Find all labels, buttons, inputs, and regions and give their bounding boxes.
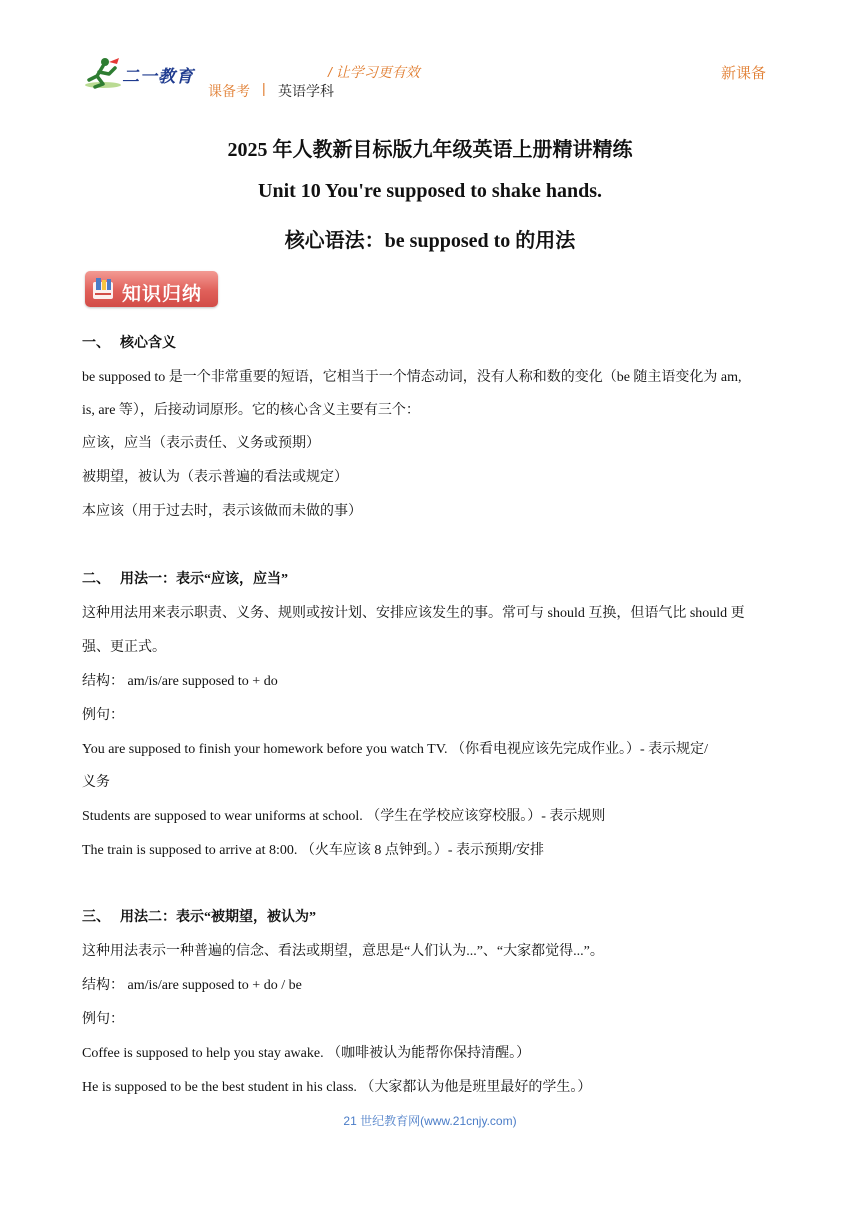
section-3-heading [82, 908, 782, 928]
section-3-number: 三、 [82, 910, 110, 925]
section-3-title: 用法二：表示“被期望，被认为” [120, 910, 316, 925]
section-2-paragraph-line-2: 强、更正式。 [82, 640, 166, 655]
section-2-paragraph-line-1: 这种用法用来表示职责、义务、规则或按计划、安排应该发生的事。常可与 should 互换，但语气比 should 更 [82, 606, 745, 621]
section-1-paragraph-line-1: be supposed to 是一个非常重要的短语，它相当于一个情态动词，没有人称和数的变化（be 随主语变化为 am, [82, 370, 742, 385]
section-3-structure: 结构： am/is/are supposed to + do / be [82, 978, 302, 993]
unit-title: Unit 10 You're supposed to shake hands. [258, 180, 602, 202]
badge-label: 知识归纳 [122, 284, 203, 305]
section-3-example-1: Coffee is supposed to help you stay awake. （咖啡被认为能帮你保持清醒。） [82, 1046, 531, 1061]
header-subject: 英语学科 [278, 83, 334, 99]
section-1-heading [82, 334, 782, 354]
meaning-1: 应该，应当（表示责任、义务或预期） [82, 436, 320, 451]
section-3-example-2: He is supposed to be the best student in his class. （大家都认为他是班里最好的学生。） [82, 1080, 592, 1095]
section-2-example-2: Students are supposed to wear uniforms at school. （学生在学校应该穿校服。）- 表示规则 [82, 809, 606, 824]
logo-text: 二一教育 [122, 67, 194, 86]
section-2-structure: 结构： am/is/are supposed to + do [82, 674, 278, 689]
section-2-title: 用法一：表示“应该，应当” [120, 572, 288, 587]
header-slogan: / 让学习更有效 [328, 64, 420, 80]
meaning-2: 被期望，被认为（表示普遍的看法或规定） [82, 470, 348, 485]
grammar-title: 核心语法：be supposed to 的用法 [284, 230, 576, 252]
section-1-title: 核心含义 [120, 336, 176, 351]
book-icon [91, 276, 115, 302]
section-2-example-3: The train is supposed to arrive at 8:00. （火车应该 8 点钟到。）- 表示预期/安排 [82, 843, 544, 858]
section-3-examples-label: 例句： [82, 1012, 124, 1027]
header-right-label: 新课备 [721, 65, 767, 82]
section-2-example-1-line-1: You are supposed to finish your homework before you watch TV. （你看电视应该先完成作业。）- 表示规定/ [82, 742, 709, 757]
section-1-number: 一、 [82, 336, 110, 351]
section-3-paragraph: 这种用法表示一种普遍的信念、看法或期望，意思是“人们认为...”、“大家都觉得...”。 [82, 944, 604, 959]
section-2-number: 二、 [82, 572, 110, 587]
meaning-3: 本应该（用于过去时，表示该做而未做的事） [82, 504, 362, 519]
header-subtitle-left: 课备考 [208, 83, 250, 99]
section-2-examples-label: 例句： [82, 708, 124, 723]
section-2-example-1-line-2: 义务 [82, 775, 110, 790]
footer-link[interactable]: 21 世纪教育网(www.21cnjy.com) [343, 1114, 517, 1128]
section-2-heading [82, 570, 782, 590]
header-separator: | [262, 80, 266, 96]
section-1-paragraph-line-2: is, are 等），后接动词原形。它的核心含义主要有三个： [82, 403, 420, 418]
document-title: 2025 年人教新目标版九年级英语上册精讲精练 [227, 139, 633, 161]
